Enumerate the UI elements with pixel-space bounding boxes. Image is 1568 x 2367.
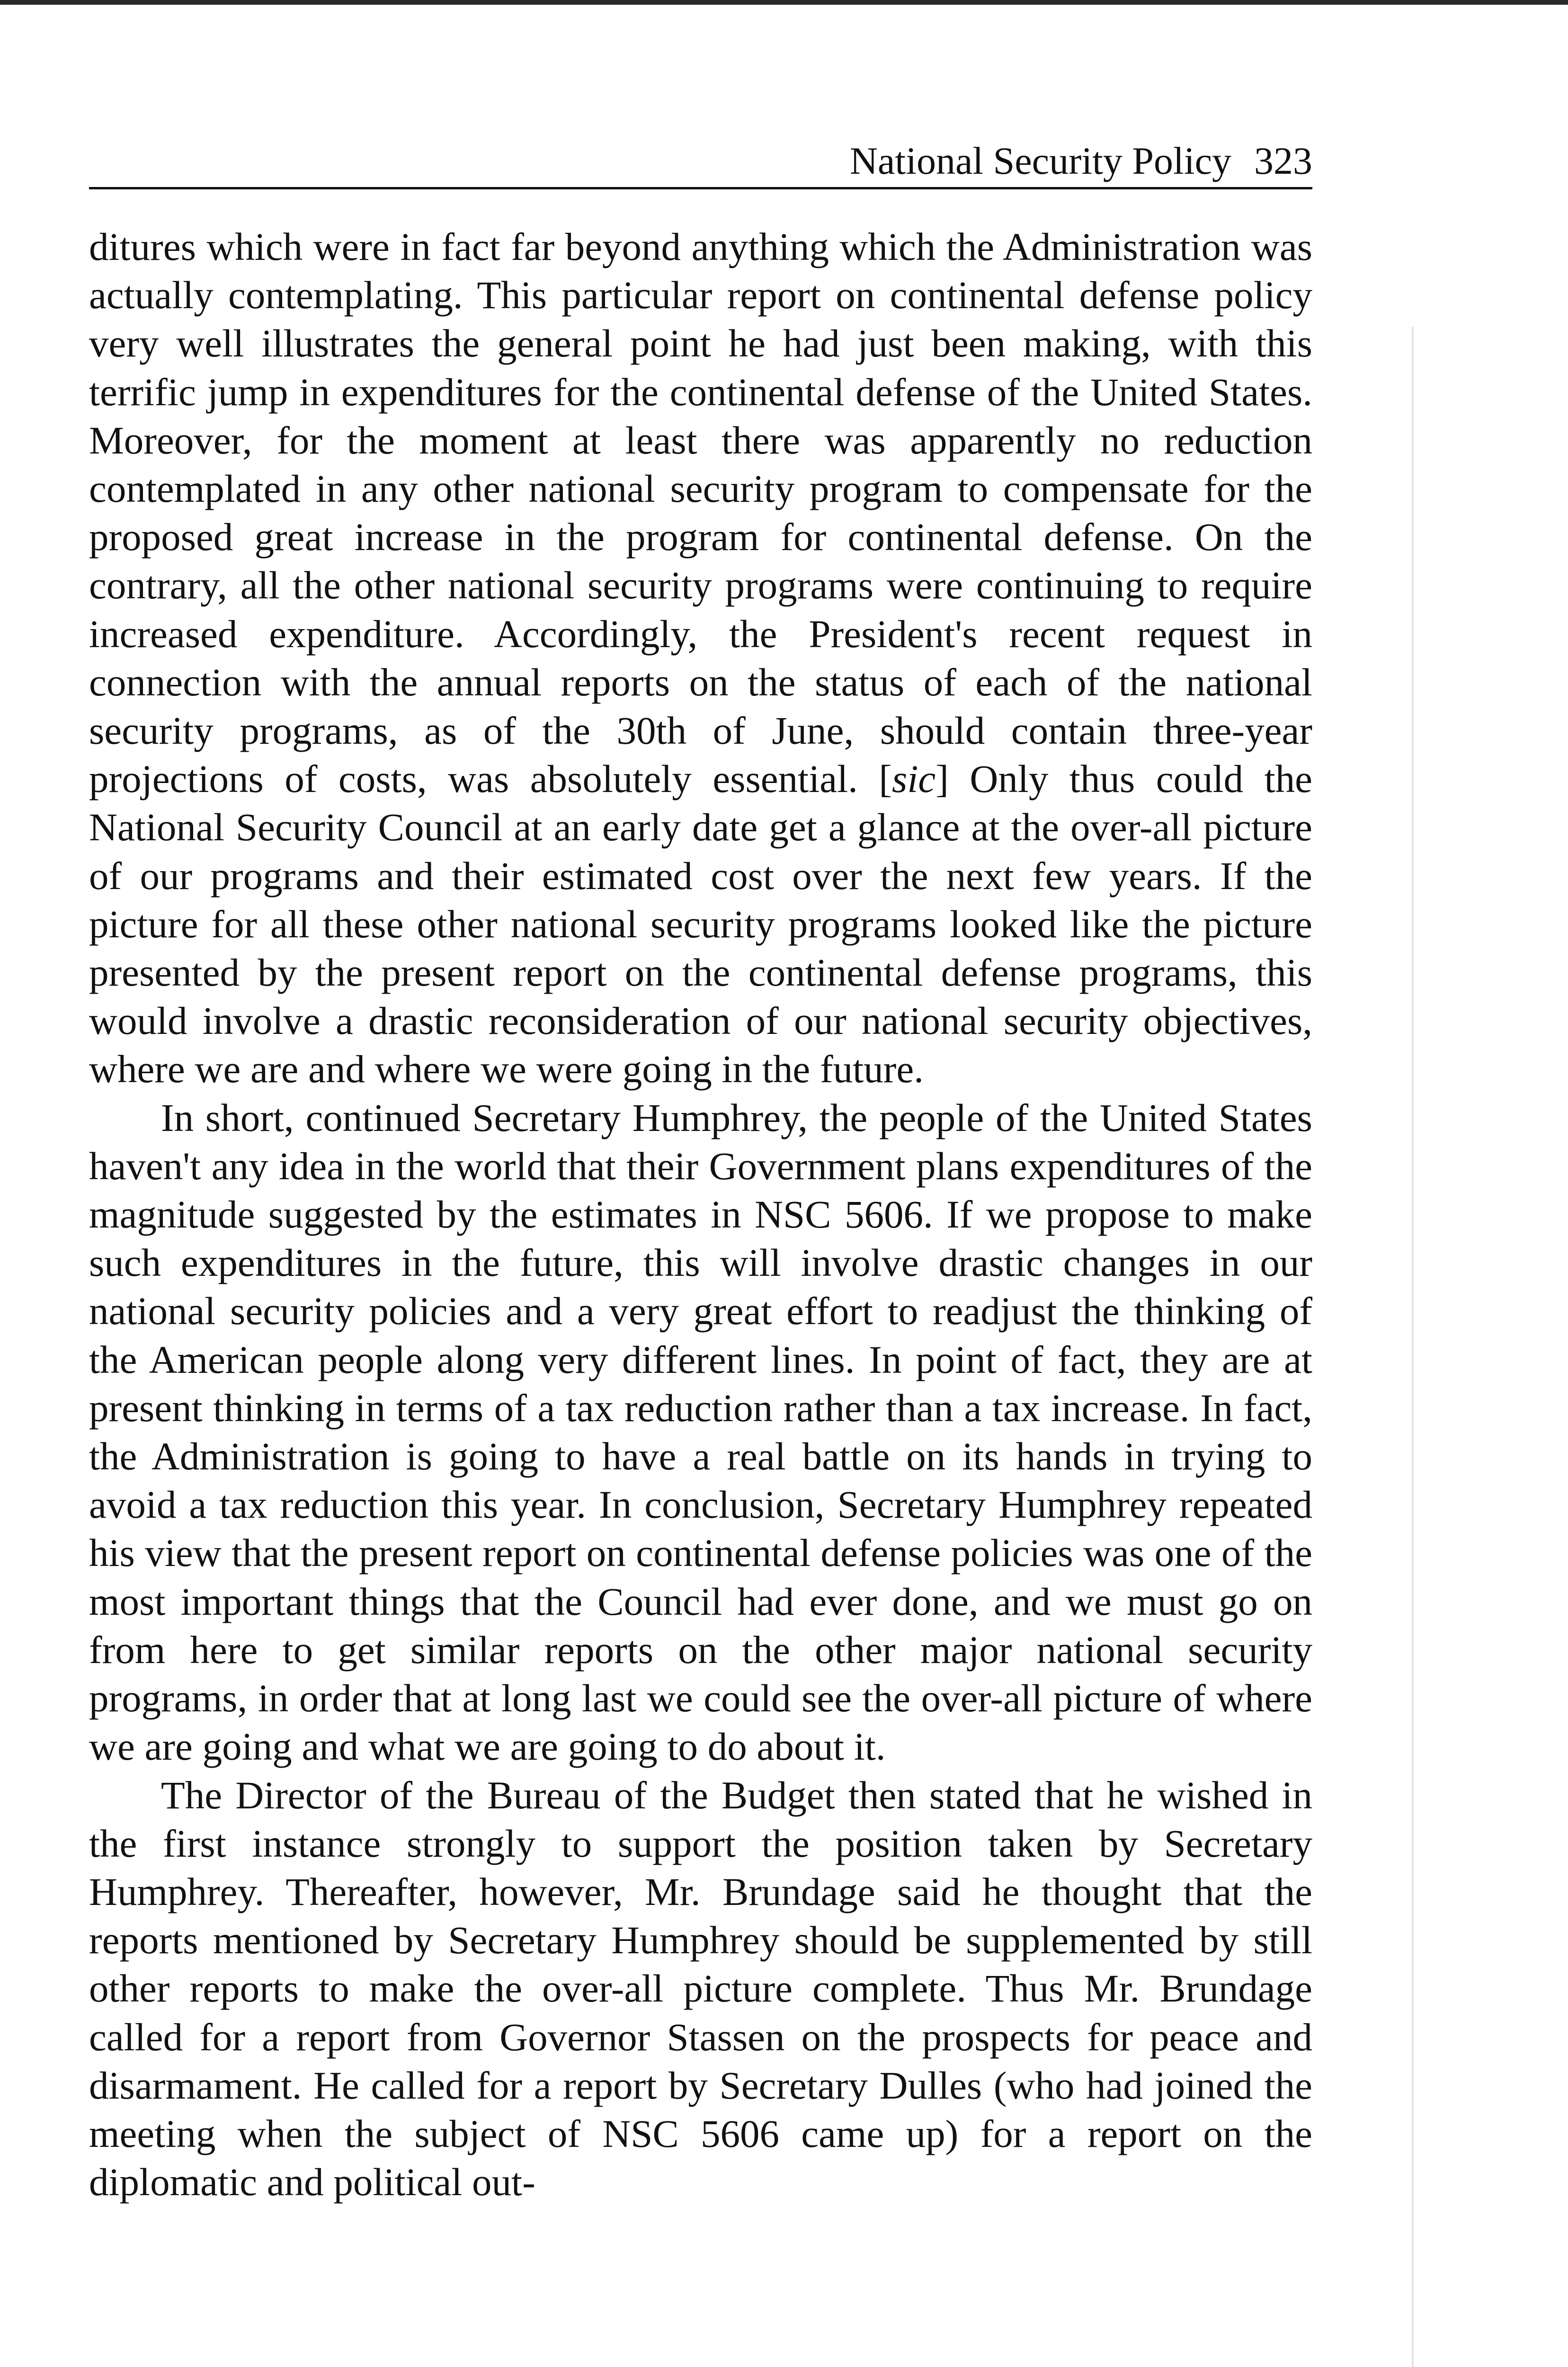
text-span: ditures which were in fact far beyond anything which the Administration was actually contemplating. This particular report on continental defense policy very well illustrates the general point he had just been making, with this terrific jump in expenditures for the continental defense of the United States. Moreover, for the moment at least there was apparently no reduction contemplated in any other national security program to compensate for the proposed great increase in the program for continental defense. On the contrary, all the other national security programs were continuing to require increased expenditure. Accordingly, the President's recent request in connection with the annual reports on the status of each of the national security programs, as of the 30th of June, should contain three-year projections of costs, was absolutely essential. [ <box>89 225 1312 801</box>
text-span: The Director of the Bureau of the Budget then stated that he wished in the first instance strongly to support the position taken by Secretary Humphrey. Thereafter, however, Mr. Brundage said he thought that the reports mentioned by Secretary Humphrey should be supplemented by still other reports to make the over-all picture complete. Thus Mr. Brundage called for a report from Governor Stassen on the prospects for peace and disarmament. He called for a report by Secretary Dulles (who had joined the meeting when the subject of NSC 5606 came up) for a report on the diplomatic and political out- <box>89 1773 1312 2204</box>
text-span: In short, continued Secretary Humphrey, the people of the United States haven't any idea in the world that their Government plans expenditures of the magnitude suggested by the estimates in NSC 5606. If we propose to make such expenditures in the future, this will involve drastic changes in our national security policies and a very great effort to readjust the thinking of the American people along very different lines. In point of fact, they are at present thinking in terms of a tax reduction rather than a tax increase. In fact, the Administration is going to have a real battle on its hands in trying to avoid a tax reduction this year. In conclusion, Secretary Humphrey repeated his view that the present report on continental defense policies was one of the most important things that the Council had ever done, and we must go on from here to get similar reports on the other major national security programs, in order that at long last we could see the over-all picture of where we are going and what we are going to do about it. <box>89 1095 1312 1769</box>
running-header <box>89 135 1312 189</box>
page-number: 323 <box>1254 139 1312 182</box>
running-header-title: National Security Policy <box>849 139 1231 182</box>
paragraph <box>89 1094 1312 1771</box>
text-span: ] Only thus could the National Security Council at an early date get a glance at the over-all picture of our programs and their estimated cost over the next few years. If the picture for all these other national security programs looked like the picture presented by the present report on the continental defense programs, this would involve a drastic reconsideration of our national security objectives, where we are and where we were going in the future. <box>89 757 1312 1091</box>
italic-span: sic <box>892 757 936 801</box>
paragraph <box>89 1771 1312 2207</box>
body-text <box>89 222 1312 2206</box>
scan-fold-shadow <box>1412 327 1414 2367</box>
page-top-edge <box>0 0 1568 5</box>
paragraph-continued <box>89 222 1312 1094</box>
